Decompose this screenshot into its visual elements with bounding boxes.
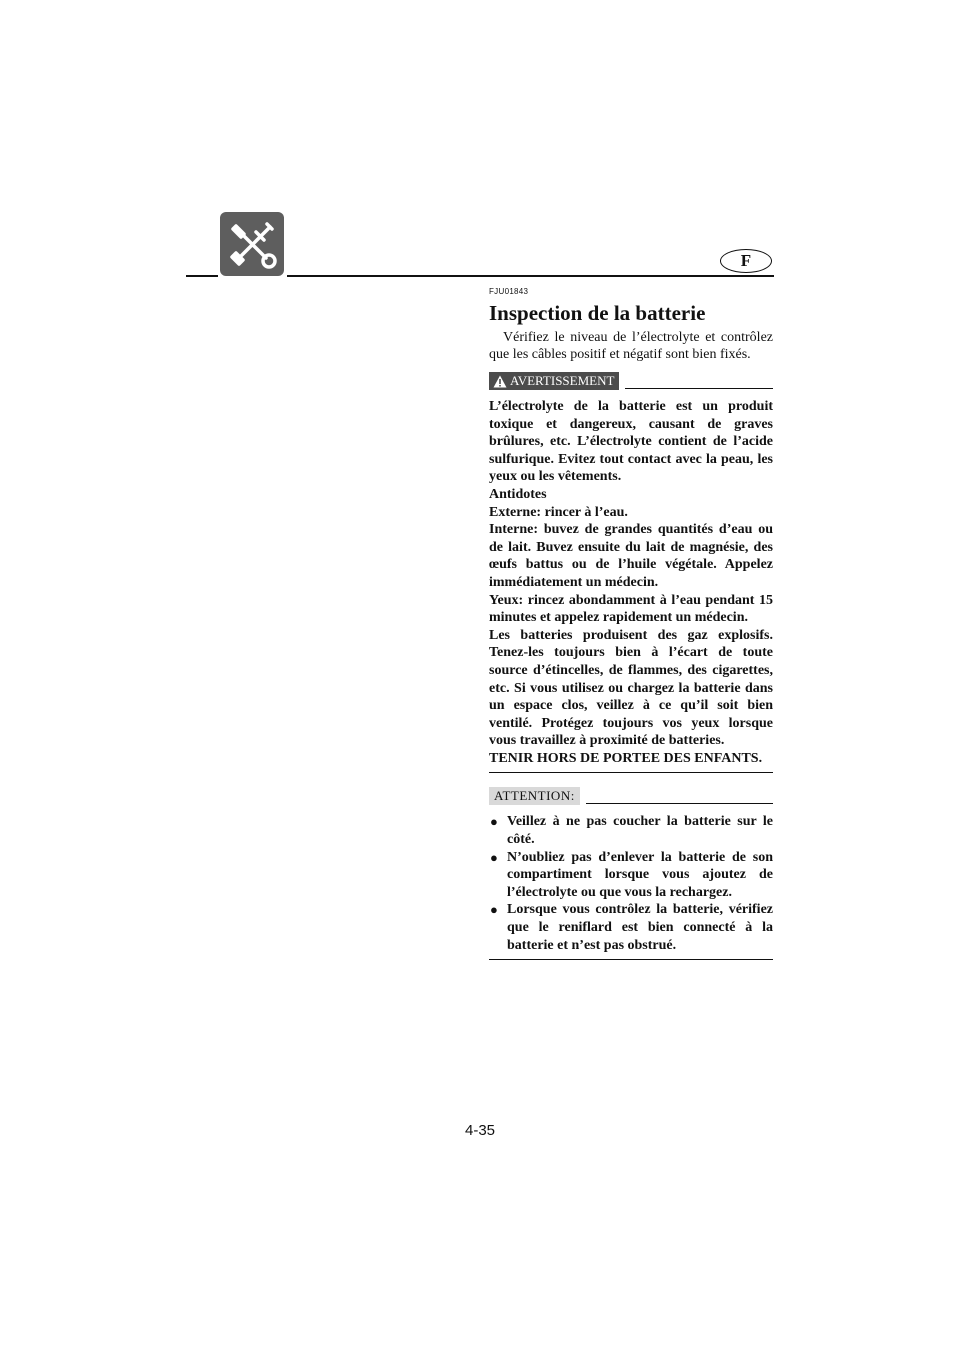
warning-paragraph: Les batteries produisent des gaz explosifs. Tenez-les toujours bien à l’écart de toute source d’étincelles, de flammes, des cigarettes, etc. Si vous utilisez ou chargez la batterie dans un espace clos, veillez à ce qu’il soit bien ventilé. Protégez toujours vos yeux lorsque vous travaillez à proximité de batteries. [489, 627, 773, 749]
list-item [489, 901, 773, 954]
warning-triangle-icon [493, 375, 507, 388]
tools-icon [220, 212, 284, 276]
bullet-icon: ● [490, 814, 498, 830]
warning-badge [489, 372, 619, 390]
bullet-icon: ● [490, 849, 498, 865]
warning-header-rule [625, 388, 773, 390]
warning-header [489, 372, 773, 390]
bullet-icon: ● [490, 902, 498, 918]
content-column [489, 287, 773, 960]
list-item-text: N’oubliez pas d’enlever la batterie de son compartiment lorsque vous ajoutez de l’électrolyte ou que vous la rechargez. [507, 849, 773, 900]
warning-paragraph: Yeux: rincez abondamment à l’eau pendant 15 minutes et appelez rapidement un médecin. [489, 592, 773, 626]
header-rule-right [287, 275, 774, 277]
attention-header-rule [586, 803, 773, 805]
warning-body [489, 398, 773, 767]
list-item [489, 849, 773, 902]
language-badge: F [720, 249, 772, 273]
section-code: FJU01843 [489, 287, 529, 296]
attention-list [489, 813, 773, 954]
warning-paragraph: TENIR HORS DE PORTEE DES ENFANTS. [489, 750, 763, 766]
warning-label: AVERTISSEMENT [510, 373, 615, 388]
list-item [489, 813, 773, 848]
intro-paragraph: Vérifiez le niveau de l’électrolyte et contrôlez que les câbles positif et négatif sont bien fixés. [489, 330, 773, 362]
header-rule-left [186, 275, 218, 277]
section-title: Inspection de la batterie [489, 301, 706, 325]
list-item-text: Veillez à ne pas coucher la batterie sur le côté. [507, 814, 773, 848]
attention-header [489, 787, 773, 805]
warning-paragraph: Antidotes [489, 486, 547, 502]
warning-paragraph: Externe: rincer à l’eau. [489, 504, 628, 520]
attention-label: ATTENTION: [489, 787, 580, 805]
warning-end-rule [489, 772, 773, 773]
attention-end-rule [489, 959, 773, 960]
list-item-text: Lorsque vous contrôlez la batterie, vérifiez que le reniflard est bien connecté à la batterie et n’est pas obstrué. [507, 902, 773, 953]
warning-paragraph: Interne: buvez de grandes quantités d’eau ou de lait. Buvez ensuite du lait de magnésie, des œufs battus ou de l’huile végétale. Appelez immédiatement un médecin. [489, 522, 773, 590]
page-number: 4-35 [464, 1122, 496, 1139]
warning-paragraph: L’électrolyte de la batterie est un produit toxique et dangereux, causant de graves brûlures, etc. L’électrolyte contient de l’acide sulfurique. Evitez tout contact avec la peau, les yeux ou les vêtements. [489, 399, 773, 485]
